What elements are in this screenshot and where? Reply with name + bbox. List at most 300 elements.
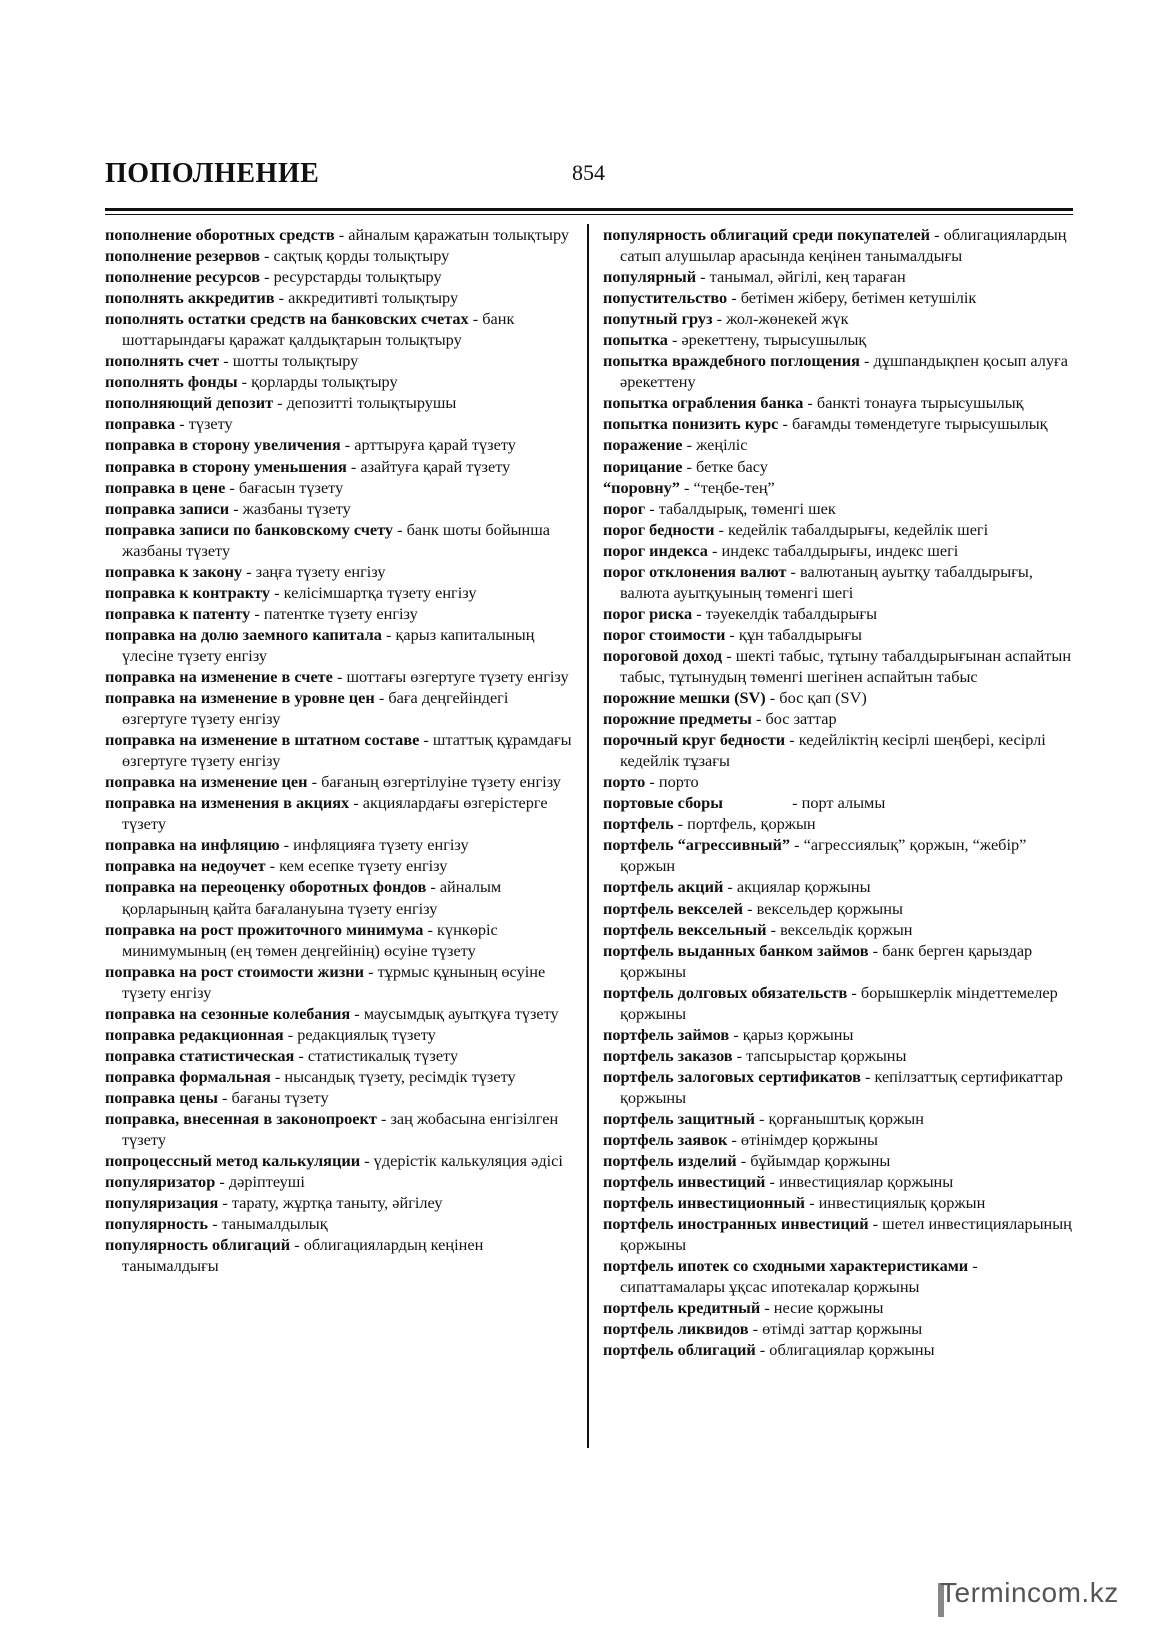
- entry-separator: -: [229, 498, 243, 518]
- entry-separator: -: [682, 456, 697, 476]
- entry-definition: облигациялардың сатып алушылар арасында кеңінен танымалдығы: [620, 225, 1067, 266]
- entry-term: поправка записи по банковскому счету: [105, 519, 394, 539]
- entry-definition: порто: [658, 772, 699, 792]
- entry-separator: -: [868, 1214, 883, 1234]
- entry-separator: -: [760, 1298, 774, 1318]
- entry-term: поправка на изменение в уровне цен: [105, 688, 375, 708]
- entry-definition: шекті табыс, тұтыну табалдырығынан аспайтын табыс, тұтынудың төменгі шегінен аспайтын табыс: [620, 645, 1072, 686]
- entry-separator: -: [260, 267, 274, 287]
- entry-term: пополнять аккредитив: [105, 288, 275, 308]
- entry-term: портфель инвестиционный: [603, 1193, 806, 1213]
- entry-term: поправка в сторону уменьшения: [105, 456, 347, 476]
- dictionary-entry: [603, 477, 1073, 498]
- entry-definition: азайтуға қарай түзету: [360, 456, 511, 476]
- dictionary-entry: [603, 1192, 1073, 1213]
- entry-definition: тұрмыс құнының өсуіне түзету енгізу: [122, 961, 546, 1002]
- entry-definition: кедейлік табалдырығы, кедейлік шегі: [728, 519, 989, 539]
- dictionary-entry: [105, 624, 575, 666]
- entry-term: поправка на недоучет: [105, 856, 266, 876]
- entry-definition: тапсырыстар қоржыны: [746, 1045, 907, 1065]
- entry-term: поправка на изменение цен: [105, 772, 308, 792]
- entry-definition: маусымдық ауытқуға түзету: [363, 1003, 559, 1023]
- entry-separator: -: [468, 309, 483, 329]
- entry-term: поправка статистическая: [105, 1045, 295, 1065]
- entry-definition: бұйымдар қоржыны: [750, 1151, 891, 1171]
- entry-separator: -: [279, 835, 294, 855]
- entry-definition: заң жобасына енгізілген түзету: [122, 1108, 559, 1150]
- header-rule-thick: [105, 208, 1073, 211]
- entry-term: портфель облигаций: [603, 1340, 756, 1360]
- entry-term: пополнение оборотных средств: [105, 225, 335, 244]
- entry-term: портфель выданных банком займов: [603, 940, 869, 960]
- entry-term: попустительство: [603, 288, 728, 308]
- dictionary-entry: [105, 1024, 575, 1045]
- entry-definition: арттыруға қарай түзету: [354, 435, 516, 455]
- dictionary-entry: [603, 1318, 1073, 1339]
- dictionary-entry: [603, 540, 1073, 561]
- dictionary-entry: [105, 477, 575, 498]
- dictionary-entry: [603, 940, 1073, 982]
- entry-term: портфель вексельный: [603, 919, 767, 939]
- entry-term: портфель защитный: [603, 1108, 755, 1128]
- entry-definition: әрекеттену, тырысушылық: [681, 330, 867, 350]
- entry-definition: бетке басу: [696, 456, 768, 476]
- entry-separator: -: [786, 561, 801, 581]
- entry-term: портовые сборы: [603, 793, 723, 813]
- dictionary-entry: [603, 561, 1073, 603]
- dictionary-entry: [105, 1234, 575, 1276]
- entry-separator: -: [346, 456, 361, 476]
- entry-definition: акциялар қоржыны: [736, 877, 871, 897]
- entry-definition: порт алымы: [801, 793, 886, 813]
- entry-separator: -: [645, 772, 659, 792]
- entry-term: порог индекса: [603, 540, 708, 560]
- entry-definition: шоттағы өзгертуге түзету енгізу: [346, 666, 569, 686]
- entry-separator: -: [360, 1151, 374, 1171]
- page-title: ПОПОЛНЕНИЕ: [105, 158, 320, 189]
- dictionary-entry: [105, 687, 575, 729]
- dictionary-entry: [603, 1297, 1073, 1318]
- entry-term: пополнение ресурсов: [105, 267, 261, 287]
- dictionary-entry: [603, 350, 1073, 392]
- entry-term: пополнять счет: [105, 351, 220, 371]
- entry-term: попроцессный метод калькуляции: [105, 1151, 361, 1171]
- site-logo: Termincom.kz: [940, 1577, 1119, 1608]
- entry-separator: -: [727, 288, 741, 308]
- entry-term: попутный груз: [603, 309, 713, 329]
- entry-separator: -: [219, 351, 233, 371]
- dictionary-entry: [603, 413, 1073, 434]
- entry-definition: сипаттамалары ұқсас ипотекалар қоржыны: [620, 1277, 920, 1297]
- entry-term: поправка на переоценку оборотных фондов: [105, 877, 427, 897]
- entry-term: популяризация: [105, 1193, 219, 1213]
- entry-definition: заңға түзету енгізу: [255, 561, 386, 581]
- entry-term: порочный круг бедности: [603, 730, 786, 750]
- entry-definition: статистикалық түзету: [307, 1045, 459, 1065]
- entry-term: портфель ипотек со сходными характеристиками: [603, 1256, 969, 1276]
- entry-separator: -: [930, 225, 944, 244]
- dictionary-entry: [105, 1150, 575, 1171]
- entry-separator: -: [340, 435, 355, 455]
- entry-term: портфель инвестиций: [603, 1172, 766, 1192]
- entry-term: популярность облигаций среди покупателей: [603, 225, 931, 244]
- dictionary-entry: [105, 729, 575, 771]
- entry-definition: банк шоттарындағы қаражат қалдықтарын толықтыру: [122, 309, 515, 350]
- entry-separator: -: [805, 1193, 819, 1213]
- entry-separator: -: [692, 603, 706, 623]
- entry-definition: қорғаныштық қоржын: [768, 1108, 924, 1128]
- entry-definition: бос қап (SV): [779, 688, 867, 708]
- entry-separator: -: [712, 309, 727, 329]
- entry-term: попытка враждебного поглощения: [603, 351, 860, 371]
- dictionary-entry: [603, 266, 1073, 287]
- entry-definition: “агрессиялық” қоржын, “жебір” қоржын: [620, 835, 1027, 876]
- entry-definition: инвестициялар қоржыны: [778, 1172, 954, 1192]
- entry-definition: қорларды толықтыру: [251, 372, 398, 392]
- dictionary-entry: [603, 813, 1073, 834]
- dictionary-entry: [105, 834, 575, 855]
- dictionary-entry: [603, 1150, 1073, 1171]
- entry-definition: кепілзаттық сертификаттар қоржыны: [620, 1066, 1063, 1107]
- entry-separator: -: [218, 1193, 232, 1213]
- entry-separator: -: [350, 1003, 364, 1023]
- entry-separator: -: [696, 267, 710, 287]
- entry-term: портфель займов: [603, 1024, 730, 1044]
- entry-definition: банк берген қарыздар қоржыны: [620, 940, 1033, 981]
- dictionary-entry: [603, 834, 1073, 876]
- entry-definition: сақтық қорды толықтыру: [273, 246, 450, 266]
- dictionary-entry: [105, 434, 575, 455]
- entry-term: портфель заявок: [603, 1130, 728, 1150]
- entry-definition: қарыз қоржыны: [742, 1024, 854, 1044]
- dictionary-entry: [603, 792, 1073, 813]
- entry-term: популярность: [105, 1214, 208, 1234]
- entry-definition: келісімшартқа түзету енгізу: [283, 582, 477, 602]
- entry-separator: -: [426, 877, 440, 897]
- dictionary-entry: [105, 561, 575, 582]
- entry-separator: -: [743, 898, 757, 918]
- dictionary-entry: [603, 1255, 1073, 1297]
- entry-definition: тәуекелдік табалдырығы: [705, 603, 878, 623]
- entry-term: поправка формальная: [105, 1066, 271, 1086]
- entry-definition: табалдырық, төменгі шек: [658, 498, 836, 518]
- dictionary-entry: [603, 1045, 1073, 1066]
- entry-separator: -: [294, 1045, 308, 1065]
- entry-separator: -: [755, 1340, 770, 1360]
- entry-definition: шетел инвестицияларының қоржыны: [620, 1214, 1072, 1255]
- entry-definition: үдерістік калькуляция әдісі: [373, 1151, 563, 1171]
- dictionary-entry: [105, 876, 575, 918]
- dictionary-entry: [603, 456, 1073, 477]
- entry-separator: -: [766, 919, 781, 939]
- entry-term: портфель ликвидов: [603, 1319, 749, 1339]
- entry-separator: -: [682, 435, 697, 455]
- entry-separator: -: [175, 414, 189, 434]
- entry-definition: штаттық құрамдағы өзгертуге түзету енгізу: [122, 730, 572, 771]
- entry-separator: -: [667, 330, 682, 350]
- dictionary-entry: [603, 687, 1073, 708]
- dictionary-entry: [105, 1192, 575, 1213]
- dictionary-entry: [603, 392, 1073, 413]
- entry-term: поправка на долю заемного капитала: [105, 624, 382, 644]
- entry-definition: қарыз капиталының үлесіне түзету енгізу: [122, 624, 535, 665]
- dictionary-entry: [603, 1024, 1073, 1045]
- entry-term: порог отклонения валют: [603, 561, 787, 581]
- entry-definition: банк шоты бойынша жазбаны түзету: [122, 519, 550, 560]
- dictionary-entry: [105, 308, 575, 350]
- dictionary-entry: [105, 350, 575, 371]
- dictionary-entry: [105, 771, 575, 792]
- entry-separator: -: [803, 393, 817, 413]
- dictionary-entry: [105, 1003, 575, 1024]
- entry-definition: дұшпандықпен қосып алуға әрекеттену: [620, 351, 1068, 392]
- right-column: [603, 224, 1073, 1361]
- dictionary-entry: [603, 603, 1073, 624]
- entry-separator: -: [237, 372, 252, 392]
- entry-definition: жазбаны түзету: [242, 498, 351, 518]
- entry-term: поправка на рост стоимости жизни: [105, 961, 365, 981]
- entry-term: портфель залоговых сертификатов: [603, 1066, 861, 1086]
- entry-definition: несие қоржыны: [773, 1298, 884, 1318]
- dictionary-entry: [603, 224, 1073, 266]
- entry-separator: -: [732, 1045, 747, 1065]
- dictionary-entry: [105, 245, 575, 266]
- entry-definition: бағаның өзгертілуіне түзету енгізу: [321, 772, 561, 792]
- entry-definition: баға деңгейіндегі өзгертуге түзету енгізу: [122, 688, 509, 729]
- entry-definition: түзету: [188, 414, 233, 434]
- entry-definition: күнкөріс минимумының (ең төмен деңгейінің) өсуіне түзету: [122, 919, 498, 960]
- entry-definition: депозитті толықтырушы: [286, 393, 457, 413]
- entry-separator: -: [334, 225, 349, 244]
- entry-separator: -: [259, 246, 274, 266]
- dictionary-entry: [603, 1129, 1073, 1150]
- entry-term: портфель заказов: [603, 1045, 733, 1065]
- entry-definition: акциялардағы өзгерістерге түзету: [122, 793, 548, 834]
- entry-separator: -: [751, 709, 766, 729]
- dictionary-entry: [105, 287, 575, 308]
- entry-definition: жеңіліс: [696, 435, 748, 455]
- dictionary-entry: [603, 876, 1073, 897]
- entry-term: порто: [603, 772, 646, 792]
- entry-separator: -: [778, 414, 792, 434]
- entry-definition: облигациялар қоржыны: [769, 1340, 935, 1360]
- entry-separator: -: [419, 730, 433, 750]
- entry-definition: инфляцияға түзету енгізу: [293, 835, 469, 855]
- dictionary-entry: [603, 708, 1073, 729]
- entry-term: порог бедности: [603, 519, 715, 539]
- dictionary-entry: [105, 456, 575, 477]
- dictionary-entry: [603, 645, 1073, 687]
- dictionary-entry: [105, 1108, 575, 1150]
- entry-term: попытка ограбления банка: [603, 393, 804, 413]
- dictionary-entry: [603, 498, 1073, 519]
- entry-separator: -: [307, 772, 322, 792]
- entry-separator: -: [707, 540, 722, 560]
- entry-separator: -: [270, 582, 284, 602]
- entry-term: популяризатор: [105, 1172, 216, 1192]
- entry-separator: -: [376, 1108, 391, 1128]
- entry-term: поправка в сторону увеличения: [105, 435, 341, 455]
- entry-term: портфель “агрессивный”: [603, 835, 791, 855]
- entry-separator: -: [679, 477, 694, 497]
- entry-term: порог: [603, 498, 646, 518]
- dictionary-entry: [105, 1045, 575, 1066]
- entry-separator: -: [283, 1024, 298, 1044]
- dictionary-entry: [603, 1213, 1073, 1255]
- dictionary-entry: [105, 666, 575, 687]
- entry-term: “поровну”: [603, 477, 680, 497]
- dictionary-entry: [603, 624, 1073, 645]
- entry-separator: -: [349, 793, 363, 813]
- entry-term: порог риска: [603, 603, 693, 623]
- entry-definition: бағамды төмендетуге тырысушылық: [791, 414, 1048, 434]
- entry-term: попытка понизить курс: [603, 414, 779, 434]
- dictionary-entry: [105, 413, 575, 434]
- entry-definition: жол-жөнекей жүк: [726, 309, 849, 329]
- entry-term: поправка на изменение в счете: [105, 666, 333, 686]
- entry-definition: патентке түзету енгізу: [263, 603, 418, 623]
- entry-separator: -: [859, 351, 874, 371]
- entry-definition: облигациялардың кеңінен танымалдығы: [122, 1235, 484, 1276]
- entry-separator: -: [754, 1108, 769, 1128]
- entry-term: пополнять остатки средств на банковских счетах: [105, 309, 469, 329]
- dictionary-entry: [603, 329, 1073, 350]
- dictionary-entry: [105, 266, 575, 287]
- entry-term: поправка в цене: [105, 477, 226, 497]
- dictionary-entry: [603, 287, 1073, 308]
- entry-separator: -: [273, 393, 287, 413]
- entry-term: поправка к патенту: [105, 603, 251, 623]
- entry-separator: -: [729, 1024, 743, 1044]
- entry-term: популярный: [603, 267, 697, 287]
- entry-separator: -: [722, 645, 736, 665]
- dictionary-entry: [105, 224, 575, 245]
- entry-definition: нысандық түзету, ресімдік түзету: [284, 1066, 516, 1086]
- entry-term: портфель акций: [603, 877, 724, 897]
- entry-term: поправка цены: [105, 1087, 218, 1107]
- entry-separator: -: [736, 1151, 751, 1171]
- entry-separator: -: [215, 1172, 229, 1192]
- entry-term: пополнение резервов: [105, 246, 260, 266]
- entry-separator: -: [645, 498, 659, 518]
- entry-term: порог стоимости: [603, 624, 726, 644]
- entry-term: поправка, внесенная в законопроект: [105, 1108, 377, 1128]
- dictionary-entry: [603, 1339, 1073, 1360]
- entry-term: поправка на изменение в штатном составе: [105, 730, 420, 750]
- entry-separator: -: [250, 603, 264, 623]
- column-divider: [587, 224, 589, 1448]
- entry-separator: -: [722, 793, 802, 813]
- entry-definition: валютаның ауытқу табалдырығы, валюта ауытқуының төменгі шегі: [620, 561, 1033, 602]
- dictionary-entry: [603, 434, 1073, 455]
- entry-definition: кем есепке түзету енгізу: [279, 856, 448, 876]
- dictionary-entry: [105, 919, 575, 961]
- entry-definition: бағасын түзету: [238, 477, 344, 497]
- entry-definition: бос заттар: [765, 709, 837, 729]
- dictionary-entry: [105, 582, 575, 603]
- entry-definition: айналым қорларының қайта бағалануына түзету енгізу: [122, 877, 502, 918]
- dictionary-entry: [105, 519, 575, 561]
- dictionary-entry: [105, 371, 575, 392]
- entry-definition: бетімен жіберу, бетімен кетушілік: [740, 288, 977, 308]
- entry-term: поправка на рост прожиточного минимума: [105, 919, 424, 939]
- entry-definition: ресурстарды толықтыру: [273, 267, 442, 287]
- entry-term: поправка записи: [105, 498, 230, 518]
- entry-definition: шотты толықтыру: [232, 351, 359, 371]
- entry-separator: -: [765, 688, 780, 708]
- entry-term: поражение: [603, 435, 683, 455]
- entry-definition: танымал, әйгілі, кең тараған: [709, 267, 906, 287]
- entry-term: портфель долговых обязательств: [603, 982, 848, 1002]
- entry-separator: -: [208, 1214, 222, 1234]
- header-rule-thin: [105, 214, 1073, 215]
- entry-definition: борышкерлік міндеттемелер қоржыны: [620, 982, 1058, 1023]
- dictionary-entry: [603, 771, 1073, 792]
- entry-definition: айналым қаражатын толықтыру: [348, 225, 570, 244]
- dictionary-entry: [603, 919, 1073, 940]
- entry-definition: аккредитивті толықтыру: [288, 288, 459, 308]
- entry-term: поправка редакционная: [105, 1024, 284, 1044]
- dictionary-entry: [105, 1066, 575, 1087]
- entry-definition: бағаны түзету: [231, 1087, 329, 1107]
- entry-separator: -: [727, 1130, 741, 1150]
- entry-separator: -: [364, 961, 378, 981]
- entry-separator: -: [423, 919, 438, 939]
- entry-term: поправка к закону: [105, 561, 243, 581]
- entry-separator: -: [868, 940, 883, 960]
- entry-separator: -: [765, 1172, 779, 1192]
- entry-separator: -: [725, 624, 739, 644]
- entry-term: портфель кредитный: [603, 1298, 761, 1318]
- entry-definition: өтімді заттар қоржыны: [762, 1319, 923, 1339]
- entry-term: поправка: [105, 414, 176, 434]
- dictionary-entry: [105, 855, 575, 876]
- dictionary-entry: [603, 729, 1073, 771]
- dictionary-entry: [105, 392, 575, 413]
- entry-definition: тарату, жұртқа таныту, әйгілеу: [231, 1193, 443, 1213]
- dictionary-entry: [105, 792, 575, 834]
- entry-separator: -: [270, 1066, 285, 1086]
- dictionary-entry: [105, 498, 575, 519]
- page-number: 854: [572, 160, 605, 185]
- entry-term: пополняющий депозит: [105, 393, 274, 413]
- entry-separator: -: [332, 666, 347, 686]
- entry-separator: -: [714, 519, 729, 539]
- entry-term: поправка на инфляцию: [105, 835, 280, 855]
- left-column: [105, 224, 575, 1276]
- entry-term: поправка на изменения в акциях: [105, 793, 350, 813]
- dictionary-entry: [603, 1171, 1073, 1192]
- entry-separator: -: [393, 519, 407, 539]
- dictionary-entry: [105, 1171, 575, 1192]
- entry-term: портфель иностранных инвестиций: [603, 1214, 869, 1234]
- entry-separator: -: [265, 856, 280, 876]
- entry-definition: дәріптеуші: [228, 1172, 305, 1192]
- entry-term: поправка к контракту: [105, 582, 271, 602]
- entry-term: поправка на сезонные колебания: [105, 1003, 351, 1023]
- dictionary-entry: [105, 961, 575, 1003]
- entry-definition: өтінімдер қоржыны: [740, 1130, 878, 1150]
- dictionary-entry: [105, 603, 575, 624]
- entry-term: порицание: [603, 456, 683, 476]
- entry-separator: -: [847, 982, 861, 1002]
- dictionary-entry: [105, 1087, 575, 1108]
- entry-separator: -: [374, 688, 389, 708]
- entry-separator: -: [790, 835, 804, 855]
- dictionary-entry: [603, 1066, 1073, 1108]
- entry-definition: кедейліктің кесірлі шеңбері, кесірлі кедейлік тұзағы: [620, 730, 1046, 771]
- dictionary-entry: [603, 308, 1073, 329]
